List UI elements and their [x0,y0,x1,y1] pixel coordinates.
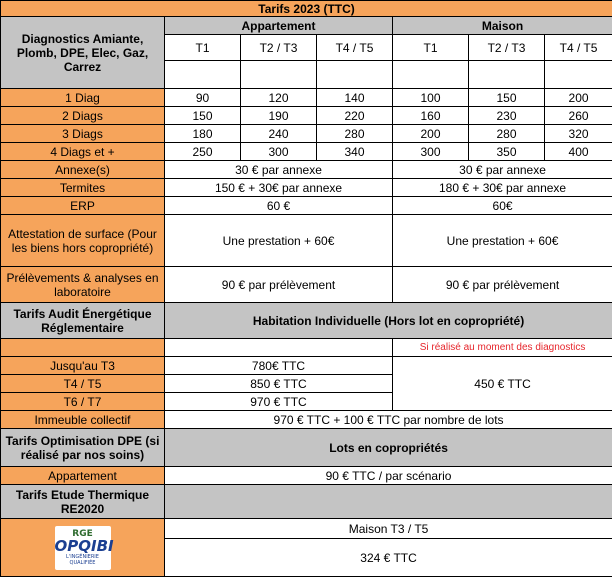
price-cell: 150 [469,89,545,107]
row-label: Prélèvements & analyses en laboratoire [1,267,165,303]
thermique-title: Tarifs Etude Thermique RE2020 [1,485,165,519]
price-cell: 350 [469,143,545,161]
table-title: Tarifs 2023 (TTC) [1,1,612,17]
price-cell: 180 [165,125,241,143]
price-cell: 300 [393,143,469,161]
row-label: Annexe(s) [1,161,165,179]
spacer-cell [1,339,165,357]
collectif-value: 970 € TTC + 100 € TTC par nombre de lots [165,411,612,429]
price-cell: 340 [317,143,393,161]
price-cell: 320 [545,125,612,143]
price-cell: 300 [241,143,317,161]
spacer-cell [165,61,241,89]
audit-combined-value: 450 € TTC [393,357,612,411]
audit-value: 850 € TTC [165,375,393,393]
logo-tagline-text: L'INGÉNIERIE QUALIFIÉE [55,554,111,566]
row-label: ERP [1,197,165,215]
maison-value: 180 € + 30€ par annexe [393,179,612,197]
audit-note: Si réalisé au moment des diagnostics [393,339,612,357]
thermique-price: 324 € TTC [165,539,612,577]
table-row [1,89,612,107]
audit-subtitle: Habitation Individuelle (Hors lot en copropriété) [165,303,612,339]
appartement-value: 30 € par annexe [165,161,393,179]
optimisation-subtitle: Lots en copropriétés [165,429,612,467]
row-label: Immeuble collectif [1,411,165,429]
table-row [1,143,612,161]
price-cell: 220 [317,107,393,125]
price-cell: 230 [469,107,545,125]
appartement-value: 150 € + 30€ par annexe [165,179,393,197]
appartement-value: 60 € [165,197,393,215]
size-header: T2 / T3 [241,35,317,61]
spacer-cell [393,61,469,89]
table-row [1,197,612,215]
spacer-cell [241,61,317,89]
optimisation-value: 90 € TTC / par scénario [165,467,612,485]
table-row [1,267,612,303]
price-cell: 200 [545,89,612,107]
price-cell: 150 [165,107,241,125]
maison-value: 30 € par annexe [393,161,612,179]
price-cell: 140 [317,89,393,107]
diagnostics-header: Diagnostics Amiante, Plomb, DPE, Elec, Gaz, Carrez [1,17,165,89]
table-row [1,161,612,179]
logo-rge-text: RGE [55,529,111,539]
size-header: T4 / T5 [317,35,393,61]
logo-cell [1,519,165,577]
size-header: T4 / T5 [545,35,612,61]
row-label: Termites [1,179,165,197]
price-cell: 240 [241,125,317,143]
row-label: T6 / T7 [1,393,165,411]
table-row [1,357,612,375]
row-label: 4 Diags et + [1,143,165,161]
row-label: Appartement [1,467,165,485]
table-row [1,215,612,267]
price-cell: 200 [393,125,469,143]
row-label: Attestation de surface (Pour les biens hors copropriété) [1,215,165,267]
row-label: Jusqu'au T3 [1,357,165,375]
row-label: 1 Diag [1,89,165,107]
price-cell: 260 [545,107,612,125]
appartement-header: Appartement [165,17,393,35]
logo-brand-text: OPQIBI [55,539,111,554]
spacer-cell [469,61,545,89]
size-header: T1 [393,35,469,61]
appartement-value: 90 € par prélèvement [165,267,393,303]
size-header: T1 [165,35,241,61]
thermique-type: Maison T3 / T5 [165,519,612,539]
size-header: T2 / T3 [469,35,545,61]
price-cell: 100 [393,89,469,107]
appartement-value: Une prestation + 60€ [165,215,393,267]
table-row [1,179,612,197]
price-cell: 160 [393,107,469,125]
spacer-cell [165,485,612,519]
price-cell: 120 [241,89,317,107]
maison-header: Maison [393,17,612,35]
price-cell: 250 [165,143,241,161]
optimisation-title: Tarifs Optimisation DPE (si réalisé par nos soins) [1,429,165,467]
price-cell: 280 [317,125,393,143]
table-row [1,411,612,429]
table-row [1,467,612,485]
spacer-cell [165,339,393,357]
rge-opqibi-logo [55,526,111,570]
table-row [1,125,612,143]
maison-value: 90 € par prélèvement [393,267,612,303]
spacer-cell [545,61,612,89]
price-cell: 90 [165,89,241,107]
audit-title: Tarifs Audit Énergétique Réglementaire [1,303,165,339]
price-cell: 280 [469,125,545,143]
price-cell: 400 [545,143,612,161]
row-label: 3 Diags [1,125,165,143]
audit-value: 970 € TTC [165,393,393,411]
audit-value: 780€ TTC [165,357,393,375]
maison-value: 60€ [393,197,612,215]
spacer-cell [317,61,393,89]
row-label: 2 Diags [1,107,165,125]
maison-value: Une prestation + 60€ [393,215,612,267]
table-row [1,107,612,125]
price-cell: 190 [241,107,317,125]
row-label: T4 / T5 [1,375,165,393]
